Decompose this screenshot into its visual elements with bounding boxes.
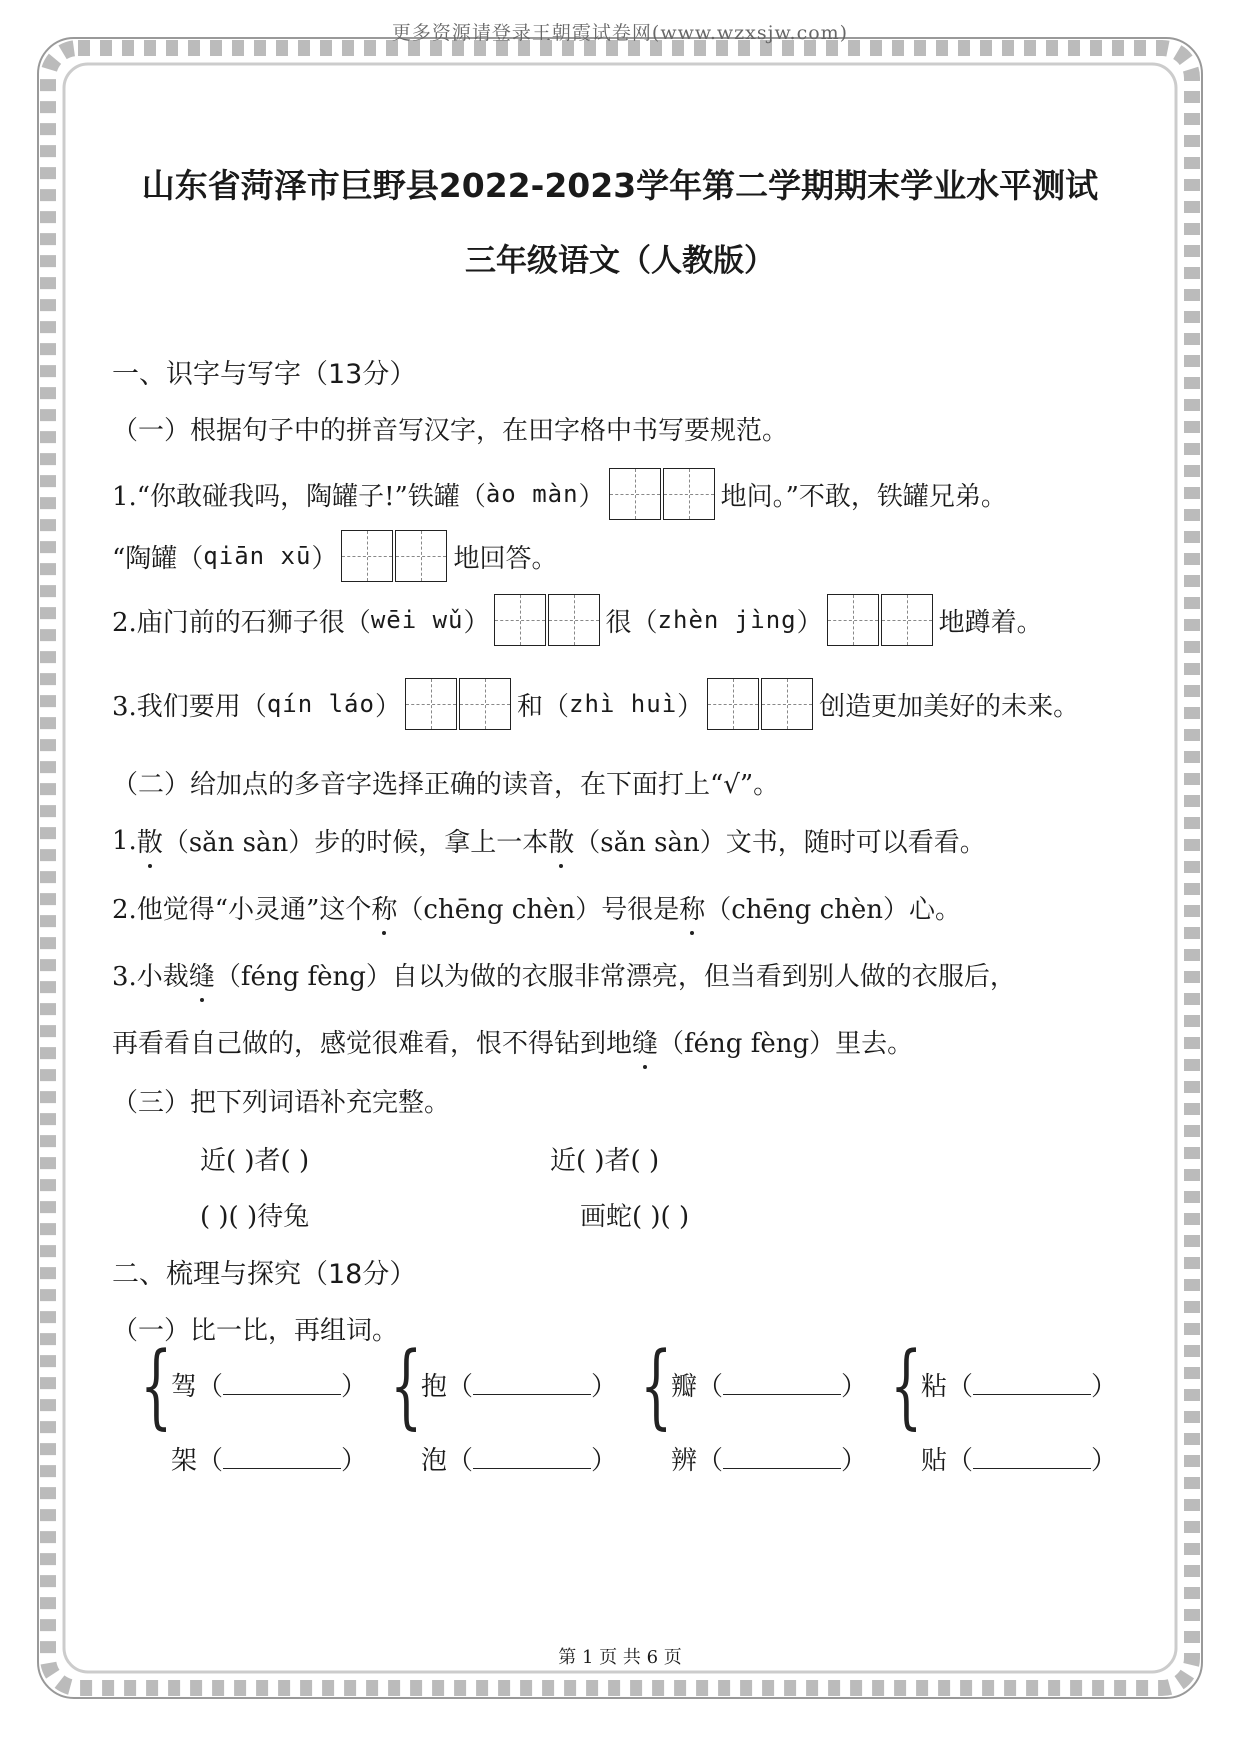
- close-paren: ）: [1091, 1446, 1118, 1476]
- answer-blank[interactable]: [723, 1372, 841, 1395]
- compare-char: 架: [171, 1446, 198, 1476]
- open-paren: （: [697, 1372, 724, 1402]
- q2-close-2: ）: [796, 607, 823, 638]
- idiom-fill-1[interactable]: 近( )者( ): [200, 1146, 310, 1176]
- open-paren: （: [947, 1446, 974, 1476]
- question-1b: [112, 530, 557, 582]
- compare-char: 粘: [921, 1372, 948, 1402]
- brace-icon: {: [640, 1332, 673, 1439]
- watermark: 更多资源请登录王朝霞试卷网(www.wzxsjw.com): [391, 22, 849, 44]
- question-1a: [112, 468, 1007, 520]
- polyphone-question-2: [112, 889, 961, 926]
- brace-icon: {: [390, 1332, 423, 1439]
- dotted-char: 称: [679, 889, 705, 926]
- compare-char: 泡: [421, 1446, 448, 1476]
- text: （féng fèng）里去。: [658, 1029, 914, 1059]
- close-paren: ）: [1091, 1372, 1118, 1402]
- compare-heading: （一）比一比，再组词。: [112, 1316, 399, 1346]
- close-paren: ）: [841, 1372, 868, 1402]
- q2-pinyin-2: zhèn jìng: [657, 606, 797, 634]
- tianzige-answer-q3-1[interactable]: [405, 678, 513, 730]
- open-paren: （: [447, 1446, 474, 1476]
- q1b-post: 地回答。: [453, 543, 558, 574]
- page-subtitle: 三年级语文（人教版）: [465, 243, 775, 279]
- compare-char: 贴: [921, 1446, 948, 1476]
- q1a-pre: 1.“你敢碰我吗，陶罐子!”铁罐（: [112, 481, 486, 512]
- answer-blank[interactable]: [723, 1446, 841, 1469]
- text: 2.他觉得“小灵通”这个: [112, 895, 372, 925]
- text: 3.小裁: [112, 962, 189, 992]
- dotted-char: 称: [371, 889, 397, 926]
- q3-close-2: ）: [677, 691, 704, 722]
- compare-item: [171, 1366, 367, 1403]
- tianzige-answer-q3-2[interactable]: [707, 678, 815, 730]
- close-paren: ）: [591, 1372, 618, 1402]
- close-paren: ）: [341, 1446, 368, 1476]
- compare-item: [171, 1440, 367, 1477]
- dotted-char: 散: [137, 822, 163, 859]
- q1a-close: ）: [578, 481, 605, 512]
- q3-close-1: ）: [374, 691, 401, 722]
- compare-char: 瓣: [671, 1372, 698, 1402]
- polyphone-question-3-cont: [112, 1023, 913, 1060]
- compare-item: [921, 1366, 1117, 1403]
- close-paren: ）: [841, 1446, 868, 1476]
- compare-item: [671, 1440, 867, 1477]
- q2-mid: 很（: [605, 607, 658, 638]
- open-paren: （: [197, 1446, 224, 1476]
- brace-icon: {: [890, 1332, 923, 1439]
- answer-blank[interactable]: [223, 1372, 341, 1395]
- q3-pinyin-1: qín láo: [266, 690, 375, 718]
- answer-blank[interactable]: [223, 1446, 341, 1469]
- dotted-char: 缝: [189, 956, 215, 993]
- question-3: [112, 678, 1079, 730]
- part-1-heading: （一）根据句子中的拼音写汉字，在田字格中书写要规范。: [112, 416, 789, 446]
- answer-blank[interactable]: [973, 1372, 1091, 1395]
- answer-blank[interactable]: [473, 1372, 591, 1395]
- text: （chēng chèn）号很是: [397, 895, 680, 925]
- open-paren: （: [697, 1446, 724, 1476]
- close-paren: ）: [341, 1372, 368, 1402]
- q2-close-1: ）: [463, 607, 490, 638]
- answer-blank[interactable]: [473, 1446, 591, 1469]
- compare-char: 抱: [421, 1372, 448, 1402]
- section-2-heading: 二、梳理与探究（18分）: [112, 1259, 417, 1290]
- answer-blank[interactable]: [973, 1446, 1091, 1469]
- open-paren: （: [947, 1372, 974, 1402]
- dotted-char: 缝: [632, 1023, 658, 1060]
- text: （féng fèng）自以为做的衣服非常漂亮，但当看到别人做的衣服后，: [214, 962, 1016, 992]
- page-number: 第 1 页 共 6 页: [558, 1647, 682, 1668]
- page-title: 山东省菏泽市巨野县2022-2023学年第二学期期末学业水平测试: [141, 166, 1099, 205]
- q1a-pinyin: ào màn: [485, 480, 579, 508]
- part-3-heading: （三）把下列词语补充完整。: [112, 1088, 451, 1118]
- compare-item: [421, 1366, 617, 1403]
- q2-post: 地蹲着。: [938, 607, 1043, 638]
- q1b-pinyin: qiān xū: [203, 542, 312, 570]
- idiom-fill-3[interactable]: ( )( )待兔: [200, 1202, 310, 1232]
- compare-item: [921, 1440, 1117, 1477]
- compare-char: 驾: [171, 1372, 198, 1402]
- q3-pre: 3.我们要用（: [112, 691, 267, 722]
- text: （sǎn sàn）步的时候，拿上一本: [162, 828, 549, 858]
- text: 1.: [112, 825, 137, 856]
- dotted-char: 散: [548, 822, 574, 859]
- polyphone-question-3: [112, 956, 1016, 993]
- compare-item: [671, 1366, 867, 1403]
- tianzige-answer-q2-2[interactable]: [827, 594, 935, 646]
- polyphone-question-1: [112, 822, 986, 859]
- tianzige-answer-q1b[interactable]: [341, 530, 449, 582]
- text: 再看看自己做的，感觉很难看，恨不得钻到地: [112, 1029, 633, 1059]
- tianzige-answer-q1a[interactable]: [609, 468, 717, 520]
- open-paren: （: [197, 1372, 224, 1402]
- text: （sǎn sàn）文书，随时可以看看。: [574, 828, 986, 858]
- q2-pre: 2.庙门前的石狮子很（: [112, 607, 371, 638]
- q1a-post: 地问。”不敢，铁罐兄弟。: [720, 481, 1007, 512]
- idiom-fill-2[interactable]: 近( )者( ): [550, 1146, 660, 1176]
- q1b-pre: “陶罐（: [112, 543, 204, 574]
- q3-pinyin-2: zhì huì: [569, 690, 678, 718]
- part-2-heading: （二）给加点的多音字选择正确的读音，在下面打上“√”。: [112, 770, 780, 800]
- q3-mid: 和（: [516, 691, 569, 722]
- question-2: [112, 594, 1043, 646]
- q2-pinyin-1: wēi wǔ: [370, 606, 464, 634]
- q3-post: 创造更加美好的未来。: [819, 691, 1080, 722]
- compare-char: 辨: [671, 1446, 698, 1476]
- compare-item: [421, 1440, 617, 1477]
- close-paren: ）: [591, 1446, 618, 1476]
- tianzige-answer-q2-1[interactable]: [494, 594, 602, 646]
- text: （chēng chèn）心。: [705, 895, 962, 925]
- section-1-heading: 一、识字与写字（13分）: [112, 359, 417, 390]
- open-paren: （: [447, 1372, 474, 1402]
- idiom-fill-4[interactable]: 画蛇( )( ): [580, 1202, 690, 1232]
- brace-icon: {: [140, 1332, 173, 1439]
- q1b-close: ）: [311, 543, 338, 574]
